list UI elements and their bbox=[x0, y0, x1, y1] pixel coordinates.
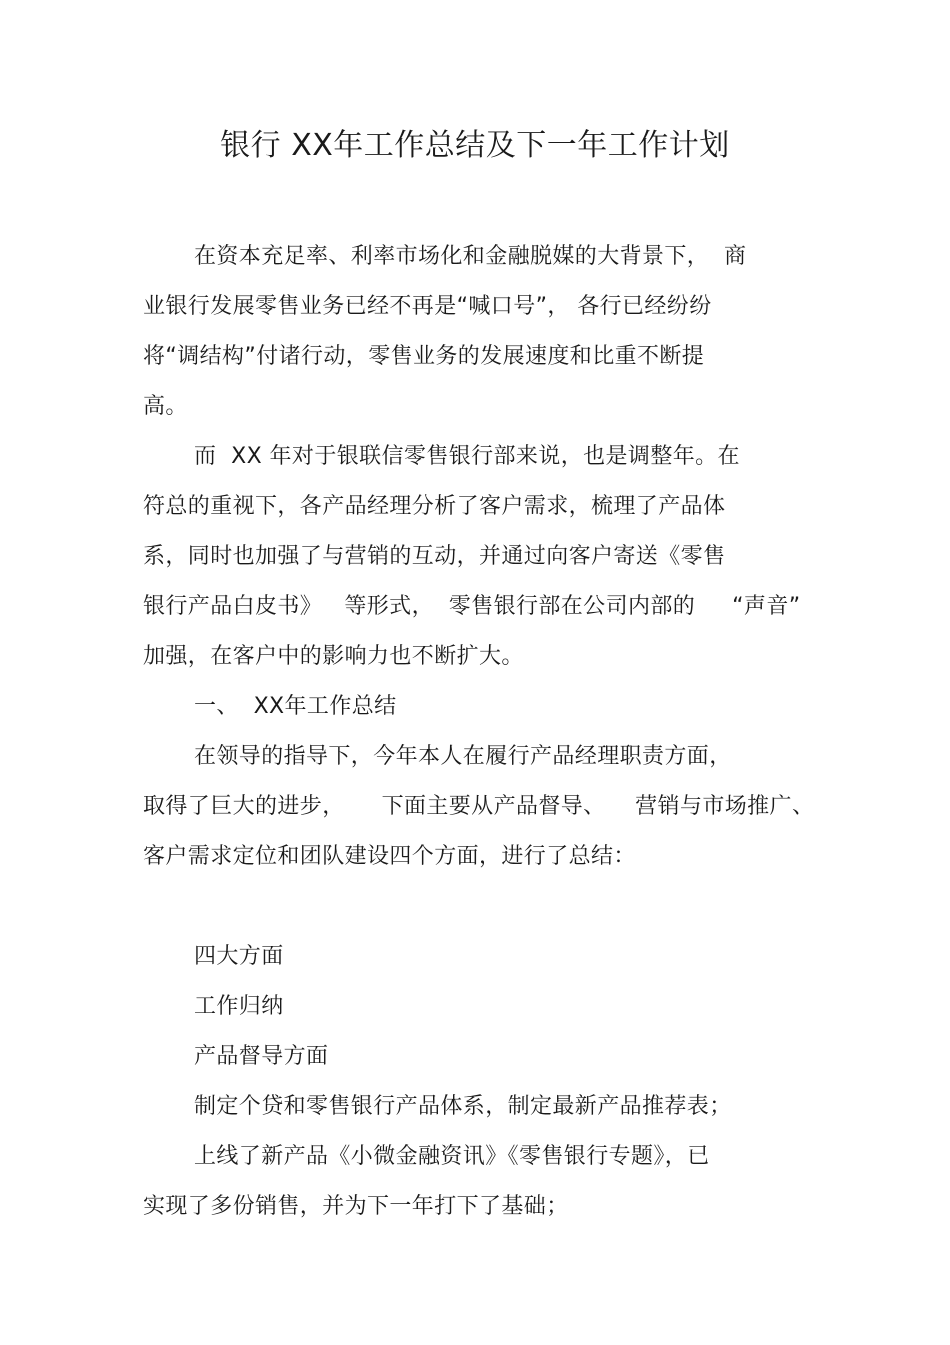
list-item: 四大方面 bbox=[194, 944, 284, 969]
paragraph-line: 在资本充足率、利率市场化和金融脱媒的大背景下， 商 bbox=[194, 244, 747, 269]
paragraph-line: 加强，在客户中的影响力也不断扩大。 bbox=[143, 644, 524, 669]
paragraph-line: 高。 bbox=[143, 394, 188, 419]
paragraph-line: 符总的重视下，各产品经理分析了客户需求，梳理了产品体 bbox=[143, 494, 726, 519]
paragraph-line: 银行产品白皮书》 等形式， 零售银行部在公司内部的 “声音” bbox=[143, 594, 801, 619]
paragraph-line: 系，同时也加强了与营销的互动，并通过向客户寄送《零售 bbox=[143, 544, 726, 569]
paragraph-line: 业银行发展零售业务已经不再是“喊口号”， 各行已经纷纷 bbox=[143, 294, 712, 319]
paragraph-line: 而 XX 年对于银联信零售银行部来说，也是调整年。在 bbox=[194, 444, 740, 469]
section-heading: 一、 XX年工作总结 bbox=[194, 694, 397, 719]
list-item: 工作归纳 bbox=[194, 994, 284, 1019]
paragraph-line: 在领导的指导下，今年本人在履行产品经理职责方面， bbox=[194, 744, 732, 769]
list-item: 制定个贷和零售银行产品体系，制定最新产品推荐表； bbox=[194, 1094, 732, 1119]
paragraph-line: 实现了多份销售，并为下一年打下了基础； bbox=[143, 1194, 569, 1219]
paragraph-line: 上线了新产品《小微金融资讯》《零售银行专题》，已 bbox=[194, 1144, 710, 1169]
paragraph-line: 将“调结构”付诸行动，零售业务的发展速度和比重不断提 bbox=[143, 344, 705, 369]
document-title: 银行 XX年工作总结及下一年工作计划 bbox=[220, 128, 730, 163]
paragraph-line: 取得了巨大的进步， 下面主要从产品督导、 营销与市场推广、 bbox=[143, 794, 815, 819]
paragraph-line: 客户需求定位和团队建设四个方面，进行了总结： bbox=[143, 844, 636, 869]
list-item: 产品督导方面 bbox=[194, 1044, 329, 1069]
